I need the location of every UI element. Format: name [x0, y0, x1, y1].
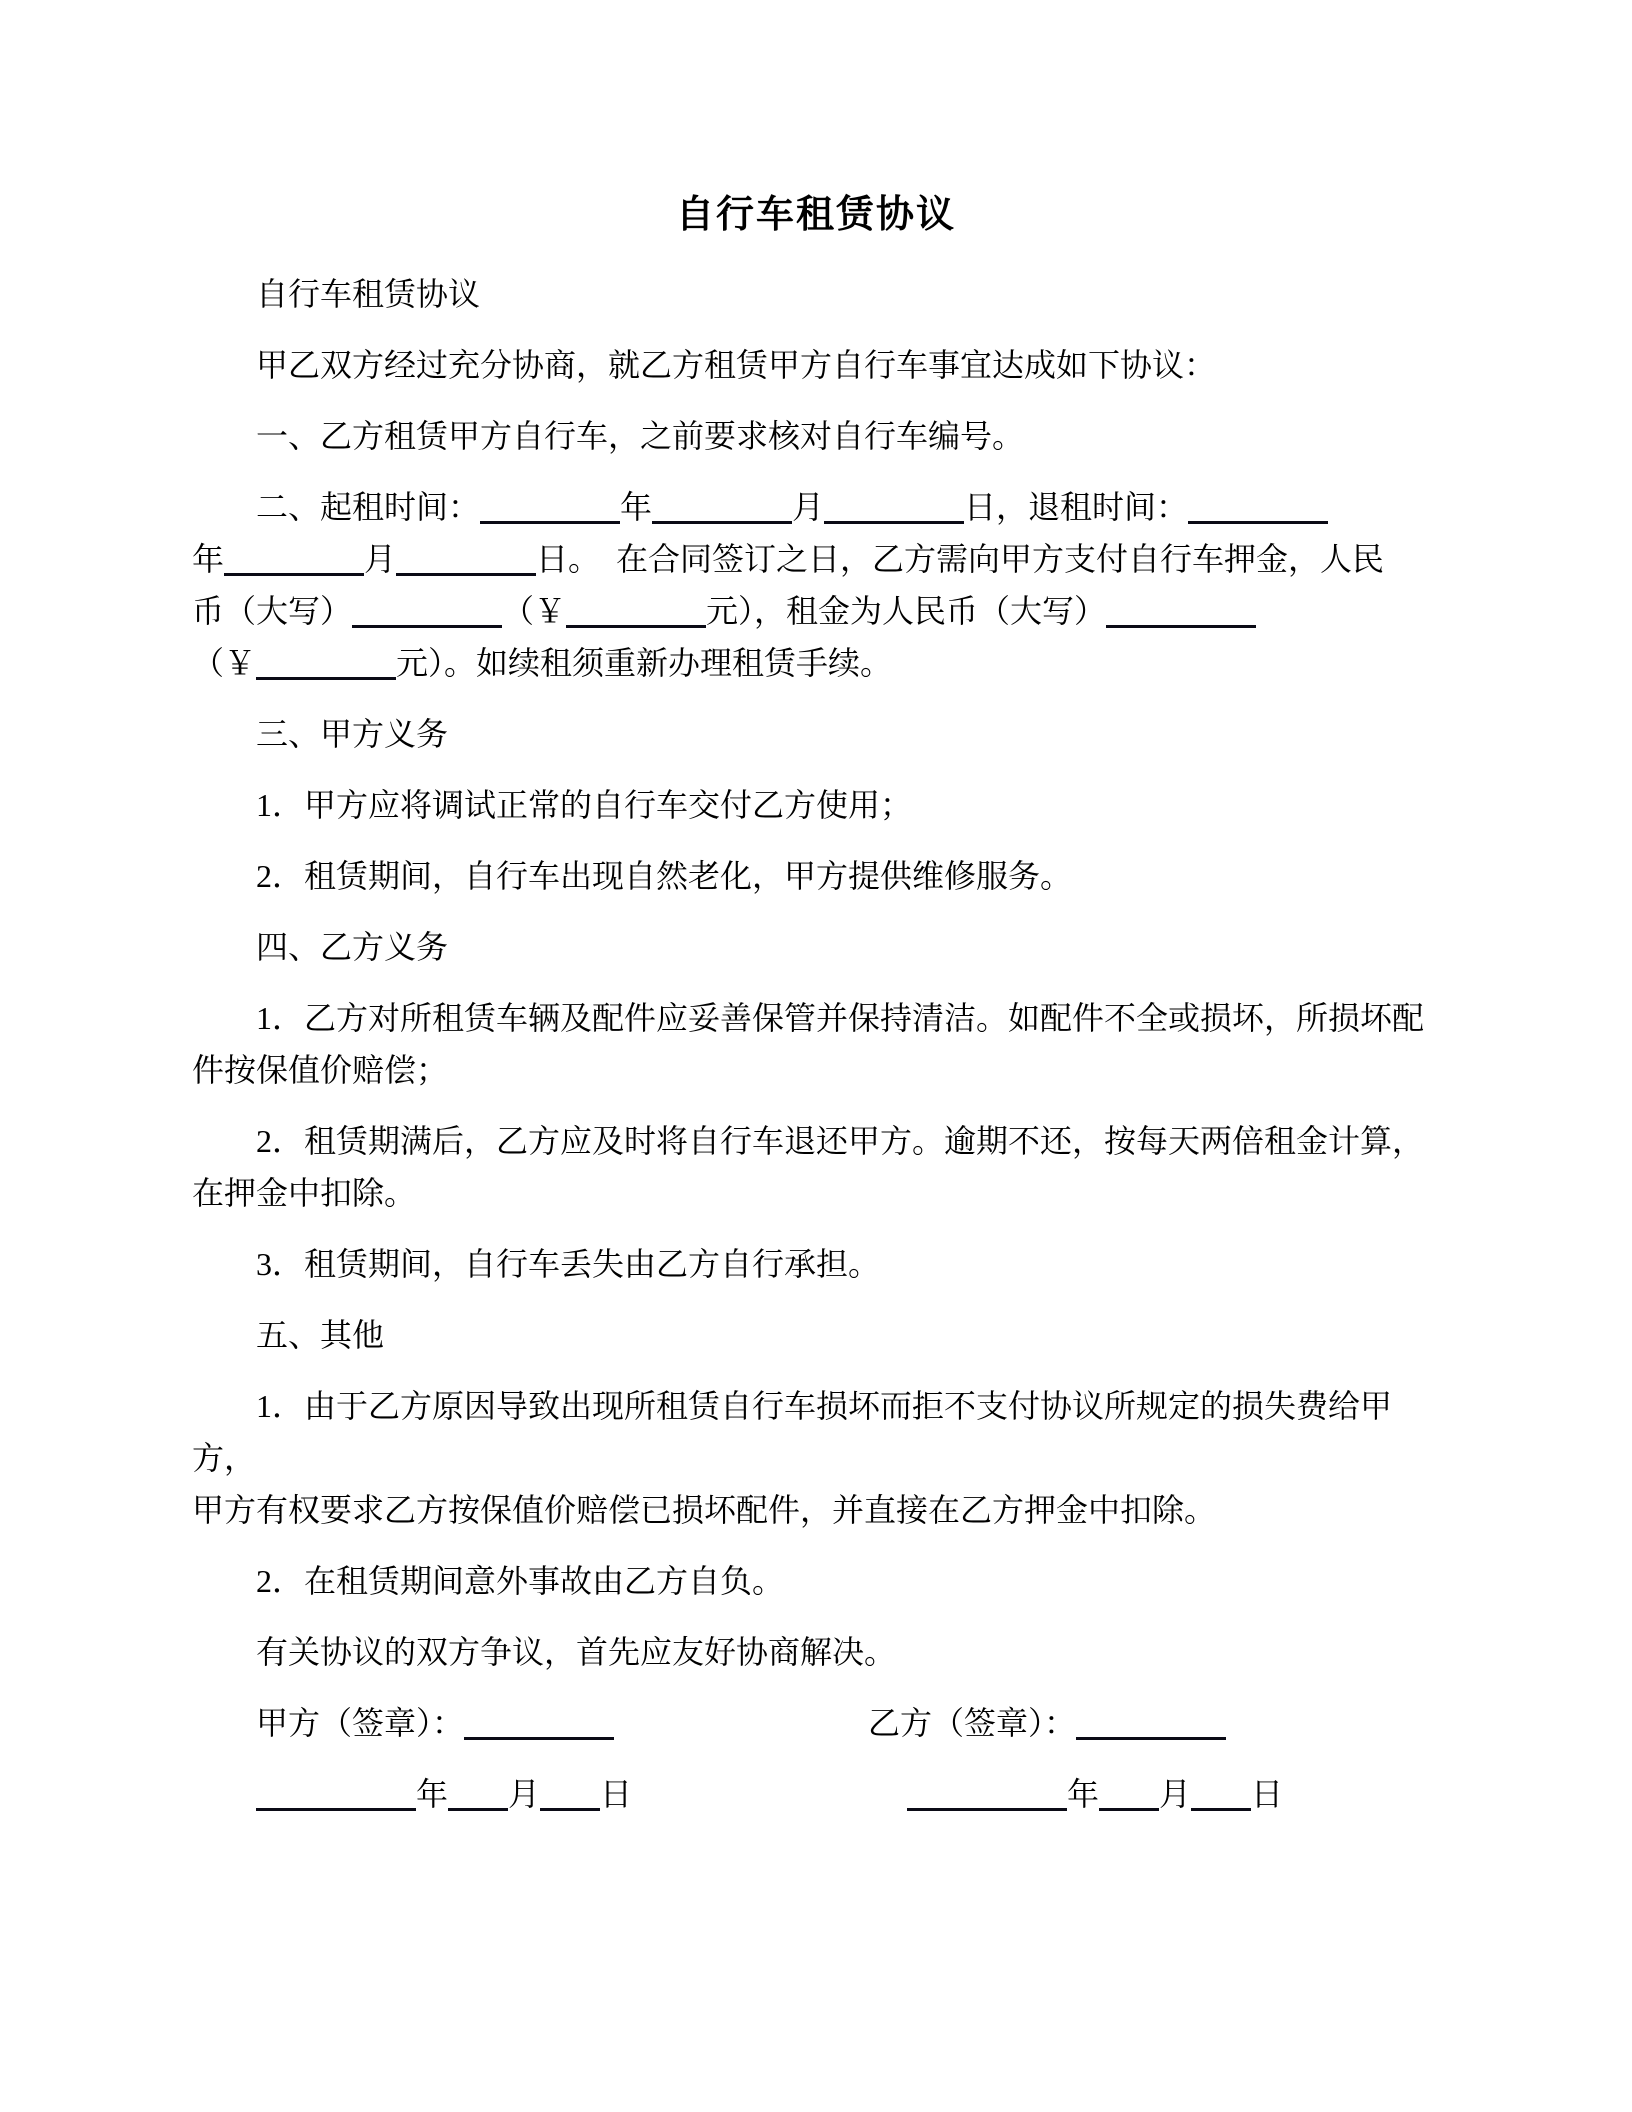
clause-2-text: （￥ [192, 645, 257, 681]
blank-deposit-figures [566, 598, 706, 628]
clause-2-line-4 [192, 637, 1440, 689]
clause-2-text: 日。 在合同签订之日，乙方需向甲方支付自行车押金，人民 [536, 541, 1385, 577]
clause-5-item-1-line-1: 1．由于乙方原因导致出现所租赁自行车损坏而拒不支付协议所规定的损失费给甲方， [192, 1388, 1393, 1476]
blank-party-a-year [256, 1781, 416, 1811]
clause-2-text: 元）。如续租须重新办理租赁手续。 [396, 645, 893, 681]
heading-3: 三、甲方义务 [256, 716, 449, 752]
year-label: 年 [416, 1776, 449, 1812]
heading-4: 四、乙方义务 [256, 929, 449, 965]
clause-1: 一、乙方租赁甲方自行车，之前要求核对自行车编号。 [256, 418, 1025, 454]
clause-2-text: 二、起租时间： [256, 489, 481, 525]
party-a-signature-label: 甲方（签章）： [256, 1705, 465, 1741]
para-dispute: 有关协议的双方争议，首先应友好协商解决。 [256, 1634, 897, 1670]
document-title: 自行车租赁协议 [675, 194, 956, 236]
clause-4-item-1 [192, 992, 1440, 1096]
blank-party-b-month [1099, 1781, 1159, 1811]
month-label: 月 [1159, 1776, 1192, 1812]
clause-2-line-1 [192, 481, 1440, 533]
party-b-signature [868, 1697, 1226, 1749]
clause-4-item-1-line-1: 1．乙方对所租赁车辆及配件应妥善保管并保持清洁。如配件不全或损坏，所损坏配 [256, 1000, 1425, 1036]
para-subtitle: 自行车租赁协议 [256, 276, 481, 312]
blank-party-b-day [1191, 1781, 1251, 1811]
month-label: 月 [792, 489, 825, 525]
party-b-signature-label: 乙方（签章）： [868, 1705, 1077, 1741]
clause-4-item-2-line-1: 2．租赁期满后，乙方应及时将自行车退还甲方。逾期不还，按每天两倍租金计算， [256, 1123, 1425, 1159]
clause-2-text: 币（大写） [192, 593, 353, 629]
clause-4-item-1-line-2: 件按保值价赔偿； [192, 1052, 449, 1088]
party-b-date [907, 1768, 1283, 1820]
clause-4-item-3: 3．租赁期间，自行车丢失由乙方自行承担。 [256, 1246, 881, 1282]
clause-2-line-3 [192, 585, 1440, 637]
heading-5: 五、其他 [256, 1317, 385, 1353]
month-label: 月 [508, 1776, 541, 1812]
blank-return-day [396, 546, 536, 576]
clause-2-text: 元），租金为人民币（大写） [706, 593, 1107, 629]
clause-2-text: 日，退租时间： [964, 489, 1189, 525]
year-label: 年 [620, 489, 653, 525]
year-label: 年 [192, 541, 225, 577]
para-intro: 甲乙双方经过充分协商，就乙方租赁甲方自行车事宜达成如下协议： [256, 347, 1217, 383]
blank-party-a-day [540, 1781, 600, 1811]
blank-deposit-words [352, 598, 502, 628]
party-a-signature [256, 1697, 614, 1749]
clause-5-item-2: 2．在租赁期间意外事故由乙方自负。 [256, 1563, 785, 1599]
party-a-date [256, 1768, 632, 1820]
clause-2-line-2 [192, 533, 1440, 585]
clause-4-item-2-line-2: 在押金中扣除。 [192, 1175, 417, 1211]
day-label: 日 [600, 1776, 633, 1812]
month-label: 月 [364, 541, 397, 577]
date-row [192, 1768, 1440, 1820]
clause-2 [192, 481, 1440, 689]
clause-3-item-2: 2．租赁期间，自行车出现自然老化，甲方提供维修服务。 [256, 858, 1073, 894]
blank-return-year [1188, 494, 1328, 524]
blank-rent-words [1106, 598, 1256, 628]
blank-rent-figures [256, 650, 396, 680]
blank-party-b-year [907, 1781, 1067, 1811]
blank-start-day [824, 494, 964, 524]
clause-5-item-1 [192, 1380, 1440, 1536]
year-label: 年 [1067, 1776, 1100, 1812]
clause-4-item-2 [192, 1115, 1440, 1219]
blank-party-b-signature [1076, 1710, 1226, 1740]
blank-start-year [480, 494, 620, 524]
clause-3-item-1: 1．甲方应将调试正常的自行车交付乙方使用； [256, 787, 913, 823]
blank-party-a-signature [464, 1710, 614, 1740]
clause-2-text: （￥ [502, 593, 567, 629]
clause-5-item-1-line-2: 甲方有权要求乙方按保值价赔偿已损坏配件，并直接在乙方押金中扣除。 [192, 1492, 1217, 1528]
day-label: 日 [1251, 1776, 1284, 1812]
signature-row [192, 1697, 1440, 1749]
blank-party-a-month [448, 1781, 508, 1811]
blank-return-month [224, 546, 364, 576]
blank-start-month [652, 494, 792, 524]
